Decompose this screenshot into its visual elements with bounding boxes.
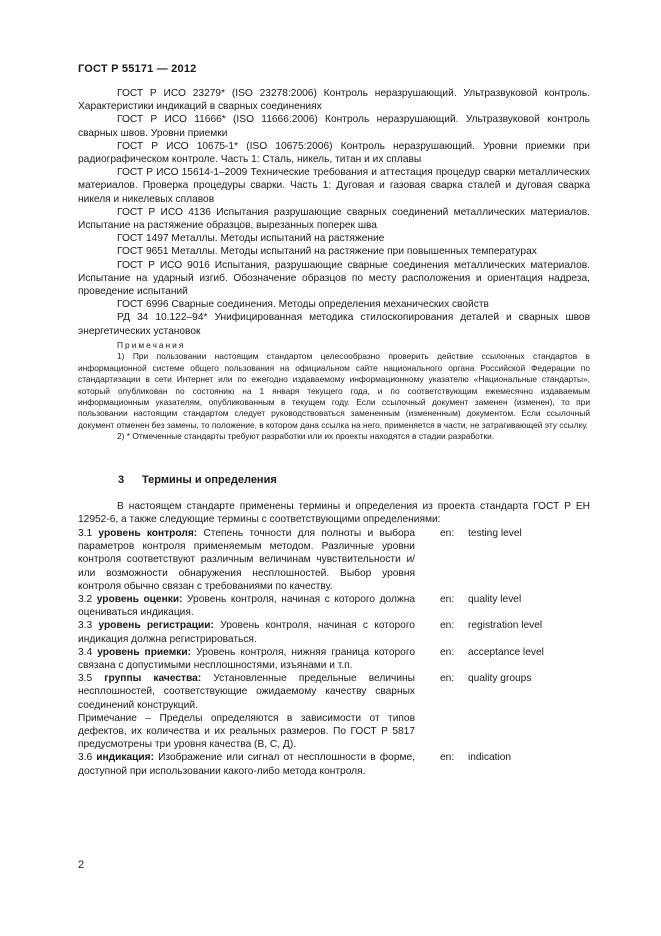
term-entry	[78, 593, 598, 619]
term-number: 3.4	[78, 646, 93, 658]
reference-item: ГОСТ Р ИСО 15614-1–2009 Технические требования и аттестация процедур сварки металлических материалов. Проверка процедуры сварки. Часть 1: Дуговая и газовая сварка сталей и дуговая сварка никеля и никелевых сплавов	[78, 167, 590, 205]
normative-references	[78, 87, 590, 338]
term-english	[440, 751, 511, 777]
notes-block	[78, 340, 590, 443]
notes-title: Примечания	[117, 340, 186, 350]
term-note: Примечание – Пределы определяются в зависимости от типов дефектов, их количества и их реальных размеров. По ГОСТ Р 5817 предусмотрены три уровня качества (В, С, Д).	[78, 712, 415, 751]
term-entry	[78, 619, 598, 645]
intro-paragraph: В настоящем стандарте применены термины и определения из проекта стандарта ГОСТ Р ЕН 12952-6, а также следующие термины с соответствующими определениями:	[78, 501, 590, 526]
term-text: Уровень контроля, нижняя граница которого связана с допустимыми несплошностями, изъянами и т.п.	[78, 646, 415, 672]
lang-label: en:	[440, 752, 455, 764]
term-name: индикация:	[96, 752, 155, 764]
term-text: Степень точности для полноты и выбора параметров контроля применяемым методом. Различные уровни контроля соответствуют различным величинам чувствительности и/или возможности обнаружения несплошностей. Выбор уровня контроля обычно связан с требованиями по качеству.	[78, 528, 415, 592]
term-definition	[78, 672, 415, 712]
term-definition	[78, 593, 415, 619]
section-intro	[78, 500, 590, 526]
reference-item: ГОСТ 1497 Металлы. Методы испытаний на растяжение	[117, 233, 385, 245]
term-text: Уровень контроля, начиная с которого индикация должна регистрироваться.	[78, 620, 415, 645]
term-entry	[78, 672, 598, 712]
reference-item: ГОСТ Р ИСО 4136 Испытания разрушающие сварных соединений металлических материалов. Испытание на растяжение образцов, вырезанных поперек шва	[78, 206, 590, 232]
term-number: 3.1	[78, 528, 93, 539]
english-term: testing level	[468, 528, 522, 539]
section-heading	[118, 474, 277, 486]
reference-item: ГОСТ Р ИСО 11666* (ISO 11666:2006) Контроль неразрушающий. Ультразвуковой контроль сварных швов. Уровни приемки	[78, 114, 590, 139]
term-entry	[78, 646, 598, 672]
term-english	[440, 593, 521, 619]
term-english	[440, 646, 544, 672]
term-number: 3.3	[78, 620, 93, 632]
term-definition	[78, 646, 415, 672]
term-text: Установленные предельные величины несплошностей, соответствующие ожидаемому качеству сварных соединений конструкций.	[78, 673, 415, 711]
term-text: Изображение или сигнал от несплошности в форме, доступной при использовании какого-либо метода контроля.	[78, 752, 415, 777]
term-english	[440, 527, 522, 593]
reference-item: ГОСТ Р ИСО 23279* (ISO 23278:2006) Контроль неразрушающий. Ультразвуковой контроль. Характеристики индикаций в сварных соединениях	[78, 88, 590, 113]
document-header: ГОСТ Р 55171 — 2012	[78, 63, 197, 75]
lang-label: en:	[440, 620, 455, 632]
term-english	[440, 619, 542, 645]
reference-item: ГОСТ Р ИСО 10675-1* (ISO 10675:2006) Контроль неразрушающий. Уровни приемки при радиографическом контроле. Часть 1: Сталь, никель, титан и их сплавы	[78, 140, 590, 166]
term-name: уровень регистрации:	[98, 620, 214, 632]
section-title: Термины и определения	[142, 474, 277, 486]
term-definition	[78, 527, 415, 593]
term-text: Уровень контроля, начиная с которого должна оцениваться индикация.	[78, 594, 415, 619]
note-item: 2) * Отмеченные стандарты требуют разработки или их проекты находятся в стадии разработки.	[117, 431, 495, 442]
term-name: уровень приемки:	[97, 646, 191, 658]
term-entry	[78, 527, 598, 593]
term-number: 3.6	[78, 752, 93, 764]
term-name: уровень оценки:	[96, 594, 183, 606]
english-term: registration level	[468, 620, 543, 632]
reference-item: ГОСТ Р ИСО 9016 Испытания, разрушающие сварные соединения металлических материалов. Испытание на ударный изгиб. Обозначение образцов по месту расположения и ориентация надреза, проведение испытаний	[78, 259, 590, 298]
lang-label: en:	[440, 594, 455, 606]
term-definition	[78, 619, 415, 645]
term-name: группы качества:	[104, 673, 202, 685]
term-name: уровень контроля:	[98, 528, 198, 539]
term-number: 3.5	[78, 673, 93, 685]
reference-item: ГОСТ 9651 Металлы. Методы испытаний на растяжение при повышенных температурах	[117, 246, 537, 258]
lang-label: en:	[440, 528, 455, 539]
lang-label: en:	[440, 673, 455, 685]
english-term: quality level	[468, 594, 522, 606]
note-item: 1) При пользовании настоящим стандартом целесообразно проверить действие ссылочных стандартов в информационной системе общего пользования на официальном сайте национального органа Российской Федерации по стандартизации в сети Интернет или по ежегодно издаваемому информационному указателю «Национальные стандарты», который опубликован по состоянию на 1 января текущего года, и по соответствующим ежемесячно издаваемым информационным указателям, опубликованным в текущем году. Если ссылочный документ заменен (изменен), то при пользовании настоящим стандартом следует руководствоваться замененным (измененным) документом. Если ссылочный документ отменен без замены, то положение, в котором дана ссылка на него, применяется в части, не затрагивающей эту ссылку.	[78, 351, 590, 430]
english-term: indication	[468, 752, 512, 764]
section-number: 3	[118, 474, 125, 486]
term-number: 3.2	[78, 594, 93, 606]
page-number: 2	[78, 859, 85, 871]
english-term: acceptance level	[468, 646, 544, 658]
terms-list	[78, 527, 598, 778]
lang-label: en:	[440, 646, 455, 658]
term-entry	[78, 751, 598, 777]
term-definition	[78, 751, 415, 777]
reference-item: ГОСТ 6996 Сварные соединения. Методы определения механических свойств	[117, 299, 489, 311]
english-term: quality groups	[468, 673, 532, 685]
term-english	[440, 672, 531, 712]
reference-item: РД 34 10.122–94* Унифицированная методика стилоскопирования деталей и сварных швов энергетических установок	[78, 312, 590, 337]
